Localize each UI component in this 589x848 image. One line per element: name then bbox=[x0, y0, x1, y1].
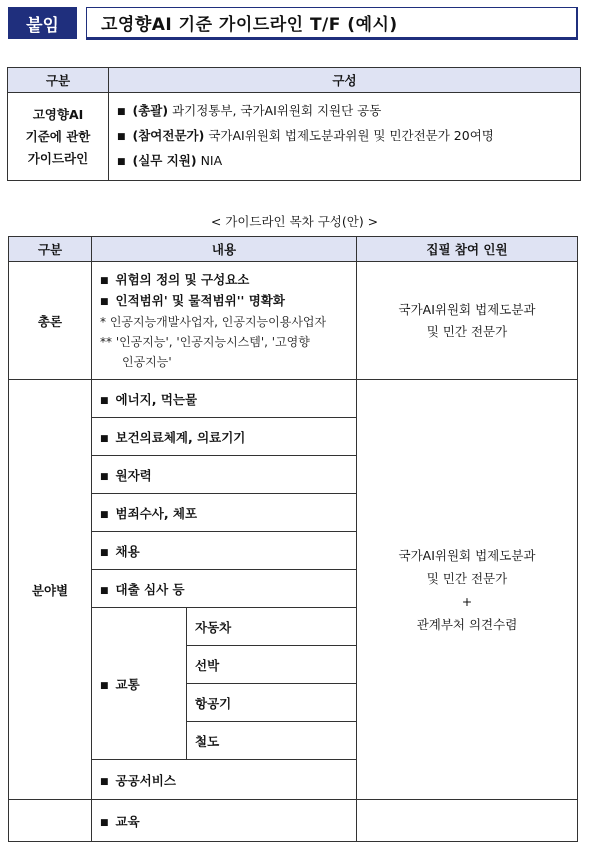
transport-label: 교통 bbox=[115, 676, 140, 692]
item-text: 국가AI위원회 법제도분과위원 및 민간전문가 20여명 bbox=[208, 128, 494, 143]
bullet-square-icon: ■ bbox=[100, 776, 109, 787]
bullet-square-icon: ■ bbox=[100, 433, 109, 444]
composition-head-composition: 구성 bbox=[109, 68, 581, 93]
toc-head-content: 내용 bbox=[92, 237, 357, 262]
sector-item bbox=[92, 532, 357, 570]
page-title: 고영향AI 기준 가이드라인 T/F (예시) bbox=[86, 7, 578, 39]
composition-head-category: 구분 bbox=[8, 68, 109, 93]
bullet-square-icon: ■ bbox=[100, 585, 109, 596]
bullet-square-icon: ■ bbox=[100, 395, 109, 406]
composition-items bbox=[109, 93, 581, 181]
sector-item-text: 보건의료체계, 의료기기 bbox=[115, 429, 246, 445]
bullet-square-icon: ■ bbox=[100, 296, 109, 307]
sector-item bbox=[92, 418, 357, 456]
bullet-square-icon: ■ bbox=[100, 680, 109, 691]
composition-item bbox=[117, 149, 572, 174]
sector-item-text: 원자력 bbox=[115, 467, 152, 483]
sector-members bbox=[357, 380, 578, 800]
members-line: 및 민간 전문가 bbox=[426, 323, 508, 339]
sector-item bbox=[92, 456, 357, 494]
members-plus: + bbox=[461, 593, 473, 609]
item-text: 과기정통부, 국가AI위원회 지원단 공동 bbox=[172, 103, 382, 118]
bullet-square-icon: ■ bbox=[117, 132, 126, 142]
item-label: (총괄) bbox=[132, 103, 169, 118]
sector-item-text: 공공서비스 bbox=[115, 772, 176, 788]
sector-item bbox=[92, 380, 357, 418]
sector-item-text: 대출 심사 등 bbox=[115, 581, 185, 597]
general-item bbox=[100, 291, 348, 312]
general-item bbox=[100, 270, 348, 291]
general-note: ** '인공지능', '인공지능시스템', '고영향 bbox=[100, 334, 310, 349]
composition-item bbox=[117, 124, 572, 149]
toc-head-category: 구분 bbox=[9, 237, 92, 262]
toc-caption: < 가이드라인 목차 구성(안) > bbox=[210, 214, 379, 229]
item-text: NIA bbox=[200, 153, 223, 168]
sector-members-tail bbox=[357, 800, 578, 842]
transport-item bbox=[92, 608, 187, 760]
bullet-square-icon: ■ bbox=[100, 509, 109, 520]
general-note: * 인공지능개발사업자, 인공지능이용사업자 bbox=[100, 314, 327, 329]
general-note: 인공지능' bbox=[122, 354, 172, 369]
sector-item-text: 에너지, 먹는물 bbox=[115, 391, 198, 407]
annex-header bbox=[8, 7, 582, 41]
general-category: 총론 bbox=[9, 262, 92, 380]
transport-sub: 자동차 bbox=[187, 608, 357, 646]
members-line: 국가AI위원회 법제도분과 bbox=[398, 547, 536, 563]
category-line: 가이드라인 bbox=[27, 150, 89, 166]
annex-tag: 붙임 bbox=[8, 7, 77, 39]
transport-sub: 철도 bbox=[187, 722, 357, 760]
transport-sub: 항공기 bbox=[187, 684, 357, 722]
sector-item bbox=[92, 760, 357, 800]
sector-item bbox=[92, 800, 357, 842]
general-members bbox=[357, 262, 578, 380]
bullet-square-icon: ■ bbox=[100, 817, 109, 828]
members-line: 관계부처 의견수렴 bbox=[416, 616, 518, 632]
sector-item bbox=[92, 494, 357, 532]
bullet-square-icon: ■ bbox=[100, 471, 109, 482]
bullet-square-icon: ■ bbox=[100, 547, 109, 558]
sector-item-text: 범죄수사, 체포 bbox=[115, 505, 198, 521]
composition-category bbox=[8, 93, 109, 181]
bullet-square-icon: ■ bbox=[117, 157, 126, 167]
general-item-text: 인적범위' 및 물적범위'' 명확화 bbox=[115, 292, 285, 308]
sector-item-text: 채용 bbox=[115, 543, 140, 559]
composition-table bbox=[7, 67, 581, 181]
sector-item-text: 교육 bbox=[115, 813, 140, 829]
sector-category: 분야별 bbox=[9, 380, 92, 800]
item-label: (실무 지원) bbox=[132, 153, 197, 168]
general-item-text: 위험의 정의 및 구성요소 bbox=[115, 271, 250, 287]
toc-table bbox=[8, 236, 578, 842]
sector-item bbox=[92, 570, 357, 608]
item-label: (참여전문가) bbox=[132, 128, 205, 143]
composition-item bbox=[117, 99, 572, 124]
sector-category-tail bbox=[9, 800, 92, 842]
members-line: 및 민간 전문가 bbox=[426, 570, 508, 586]
category-line: 고영향AI bbox=[32, 106, 84, 122]
category-line: 기준에 관한 bbox=[25, 128, 91, 144]
bullet-square-icon: ■ bbox=[100, 275, 109, 286]
bullet-square-icon: ■ bbox=[117, 107, 126, 117]
transport-sub: 선박 bbox=[187, 646, 357, 684]
members-line: 국가AI위원회 법제도분과 bbox=[398, 301, 536, 317]
toc-head-members: 집필 참여 인원 bbox=[357, 237, 578, 262]
general-content bbox=[92, 262, 357, 380]
